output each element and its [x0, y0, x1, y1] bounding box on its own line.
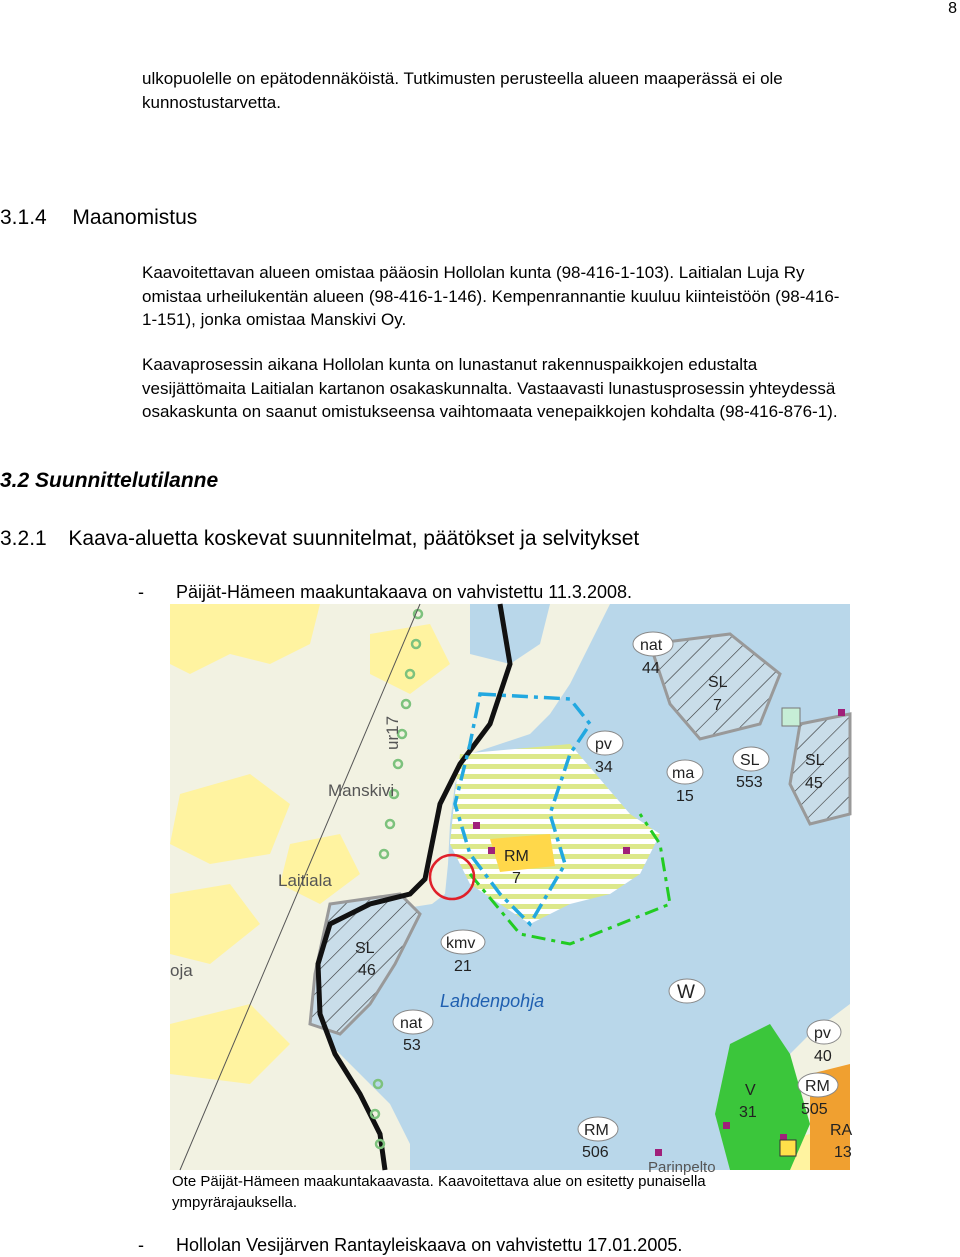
map-place-label: Parinpelto: [648, 1159, 716, 1176]
map-place-label: Manskivi: [328, 781, 395, 800]
svg-text:SL: SL: [805, 752, 825, 769]
section-heading-3-2: 3.2 Suunnittelutilanne: [0, 469, 219, 492]
text-line: omistaa urheilukentän alueen (98-416-1-146). Kempenrannantie kuuluu kiinteistöön (98-416-: [142, 286, 840, 306]
svg-text:SL: SL: [708, 674, 728, 691]
bullet-item: [138, 1235, 682, 1256]
map-caption: [172, 1171, 832, 1213]
svg-text:7: 7: [512, 870, 521, 887]
svg-text:V: V: [745, 1082, 756, 1099]
svg-text:45: 45: [805, 775, 823, 792]
text-line: vesijättömaita Laitialan kartanon osakaskunnalta. Vastaavasti lunastusprosessin yhteydessä: [142, 378, 836, 398]
svg-text:pv: pv: [814, 1025, 831, 1042]
section-heading-3-1-4: [0, 206, 197, 230]
svg-text:ma: ma: [672, 765, 695, 782]
ownership-paragraph-1: [142, 261, 839, 332]
text-line: osakaskunta on saanut omistukseensa vaihtomaata venepaikkojen kohdalta (98-416-876-1).: [142, 402, 838, 421]
bullet-dash: -: [138, 582, 144, 602]
map-place-label: ur17: [383, 715, 402, 750]
svg-text:RM: RM: [805, 1078, 830, 1095]
bullet-item: [138, 582, 632, 603]
section-heading-3-2-1: [0, 527, 639, 551]
svg-text:RM: RM: [504, 848, 529, 865]
svg-text:553: 553: [736, 774, 763, 791]
caption-line: ympyrärajauksella.: [172, 1194, 298, 1211]
intro-paragraph: [142, 67, 783, 114]
svg-text:15: 15: [676, 788, 694, 805]
map-place-label: Laitiala: [278, 871, 332, 890]
text-line: Kaavaprosessin aikana Hollolan kunta on lunastanut rakennuspaikkojen edustalta: [142, 355, 758, 374]
bullet-dash: -: [138, 1235, 144, 1255]
svg-text:44: 44: [642, 660, 660, 677]
svg-text:46: 46: [358, 962, 376, 979]
svg-text:7: 7: [713, 697, 722, 714]
svg-text:SL: SL: [740, 752, 760, 769]
map-place-label: oja: [170, 961, 193, 980]
zone-label-w: [669, 979, 705, 1003]
section-number: 3.1.4: [0, 206, 47, 229]
intro-line: ulkopuolelle on epätodennäköistä. Tutkimusten perusteella alueen maaperässä ei ole: [142, 69, 783, 88]
svg-text:21: 21: [454, 958, 472, 975]
svg-text:W: W: [677, 982, 695, 1003]
svg-text:53: 53: [403, 1037, 421, 1054]
text-line: Kaavoitettavan alueen omistaa pääosin Hollolan kunta (98-416-1-103). Laitialan Luja Ry: [142, 263, 805, 282]
page-number: 8: [948, 0, 957, 17]
text-line: 1-151), jonka omistaa Manskivi Oy.: [142, 310, 407, 329]
section-title: Kaava-aluetta koskevat suunnitelmat, päätökset ja selvitykset: [68, 527, 640, 550]
svg-text:nat: nat: [640, 637, 663, 654]
ownership-paragraph-2: [142, 353, 838, 424]
svg-text:SL: SL: [355, 940, 375, 957]
svg-text:RM: RM: [584, 1122, 609, 1139]
map-place-label: Lahdenpohja: [440, 991, 545, 1011]
svg-text:505: 505: [801, 1101, 828, 1118]
svg-text:34: 34: [595, 759, 613, 776]
svg-text:31: 31: [739, 1104, 757, 1121]
section-title: Maanomistus: [72, 206, 198, 229]
svg-text:kmv: kmv: [446, 935, 476, 952]
svg-text:506: 506: [582, 1144, 609, 1161]
svg-text:nat: nat: [400, 1015, 423, 1032]
svg-text:40: 40: [814, 1048, 832, 1065]
svg-text:RA: RA: [830, 1122, 853, 1139]
section-number: 3.2.1: [0, 527, 47, 550]
svg-text:pv: pv: [595, 736, 612, 753]
bullet-text: Päijät-Hämeen maakuntakaava on vahvistettu 11.3.2008.: [176, 582, 632, 602]
svg-text:13: 13: [834, 1144, 852, 1161]
caption-line: Ote Päijät-Hämeen maakuntakaavasta. Kaavoitettava alue on esitetty punaisella: [172, 1173, 706, 1190]
intro-line: kunnostustarvetta.: [142, 92, 281, 112]
regional-plan-map: [170, 604, 853, 1176]
bullet-text: Hollolan Vesijärven Rantayleiskaava on vahvistettu 17.01.2005.: [176, 1235, 683, 1255]
